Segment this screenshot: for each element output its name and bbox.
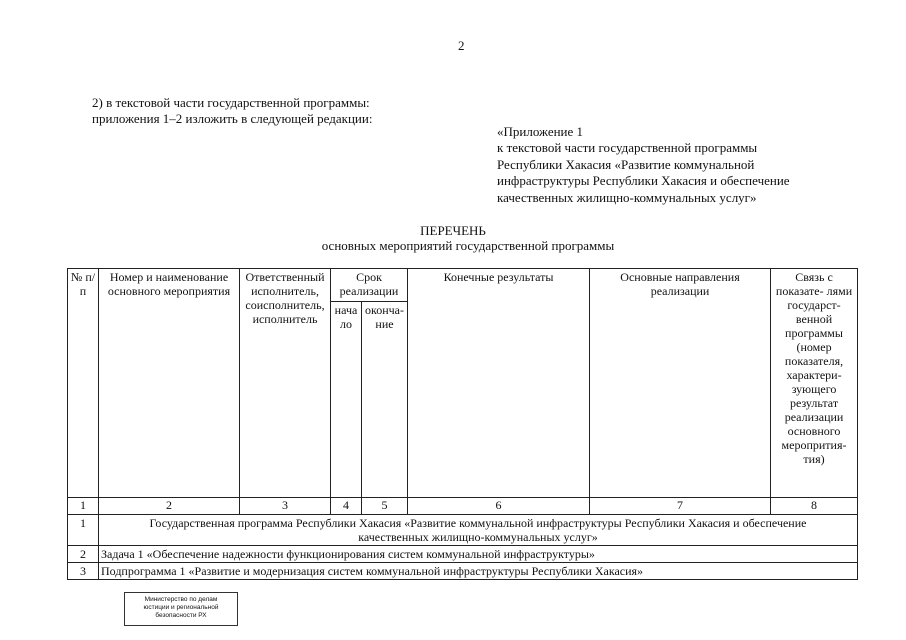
column-number: 1 — [68, 498, 99, 515]
header-link: Связь с показате- лями государст- венной программы (номер показателя, характери- зующего результат реализации основного меропрития- тия) — [771, 269, 858, 498]
table-header-row — [68, 269, 858, 302]
row-number: 1 — [68, 515, 99, 546]
header-results: Конечные результаты — [408, 269, 590, 498]
header-start: нача ло — [331, 302, 362, 498]
row-text: Подпрограмма 1 «Развитие и модернизация систем коммунальной инфраструктуры Республики Хакасия» — [99, 563, 858, 580]
table-row — [68, 515, 858, 546]
column-number: 5 — [362, 498, 408, 515]
header-directions: Основные направления реализации — [590, 269, 771, 498]
page-number: 2 — [458, 38, 465, 53]
row-text: Государственная программа Республики Хакасия «Развитие коммунальной инфраструктуры Республики Хакасия и обеспечение качественных жилищно-коммунальных услуг» — [99, 515, 858, 546]
header-num: № п/п — [68, 269, 99, 498]
column-number: 4 — [331, 498, 362, 515]
stamp-line-3: безопасности РХ — [155, 612, 207, 619]
column-number: 6 — [408, 498, 590, 515]
header-responsible: Ответственный исполнитель, соисполнитель, исполнитель — [240, 269, 331, 498]
intro-line-1: 2) в текстовой части государственной программы: — [92, 95, 370, 110]
header-name: Номер и наименование основного мероприятия — [99, 269, 240, 498]
column-number: 7 — [590, 498, 771, 515]
appendix-line-1: «Приложение 1 — [497, 124, 584, 139]
appendix-note — [497, 124, 790, 206]
appendix-line-5: качественных жилищно-коммунальных услуг» — [497, 189, 757, 205]
column-number: 2 — [99, 498, 240, 515]
document-title: ПЕРЕЧЕНЬ — [420, 223, 486, 238]
table-row — [68, 546, 858, 563]
intro-text — [92, 95, 372, 127]
measures-table — [67, 268, 858, 580]
column-number: 8 — [771, 498, 858, 515]
stamp-line-2: юстиции и региональной — [143, 604, 219, 611]
header-term: Срок реализации — [331, 269, 408, 302]
column-number: 3 — [240, 498, 331, 515]
row-number: 3 — [68, 563, 99, 580]
stamp-line-1: Министерство по делам — [144, 596, 218, 603]
appendix-line-4: инфраструктуры Республики Хакасия и обеспечение — [497, 173, 790, 189]
table-row — [68, 563, 858, 580]
ministry-stamp — [124, 592, 238, 626]
column-number-row — [68, 498, 858, 515]
row-number: 2 — [68, 546, 99, 563]
document-subtitle: основных мероприятий государственной программы — [321, 238, 615, 253]
row-text: Задача 1 «Обеспечение надежности функционирования систем коммунальной инфраструктуры» — [99, 546, 858, 563]
header-end: оконча- ние — [362, 302, 408, 498]
appendix-line-2: к текстовой части государственной программы — [497, 140, 758, 156]
intro-line-2: приложения 1–2 изложить в следующей редакции: — [92, 111, 373, 126]
appendix-line-3: Республики Хакасия «Развитие коммунальной — [497, 156, 755, 172]
